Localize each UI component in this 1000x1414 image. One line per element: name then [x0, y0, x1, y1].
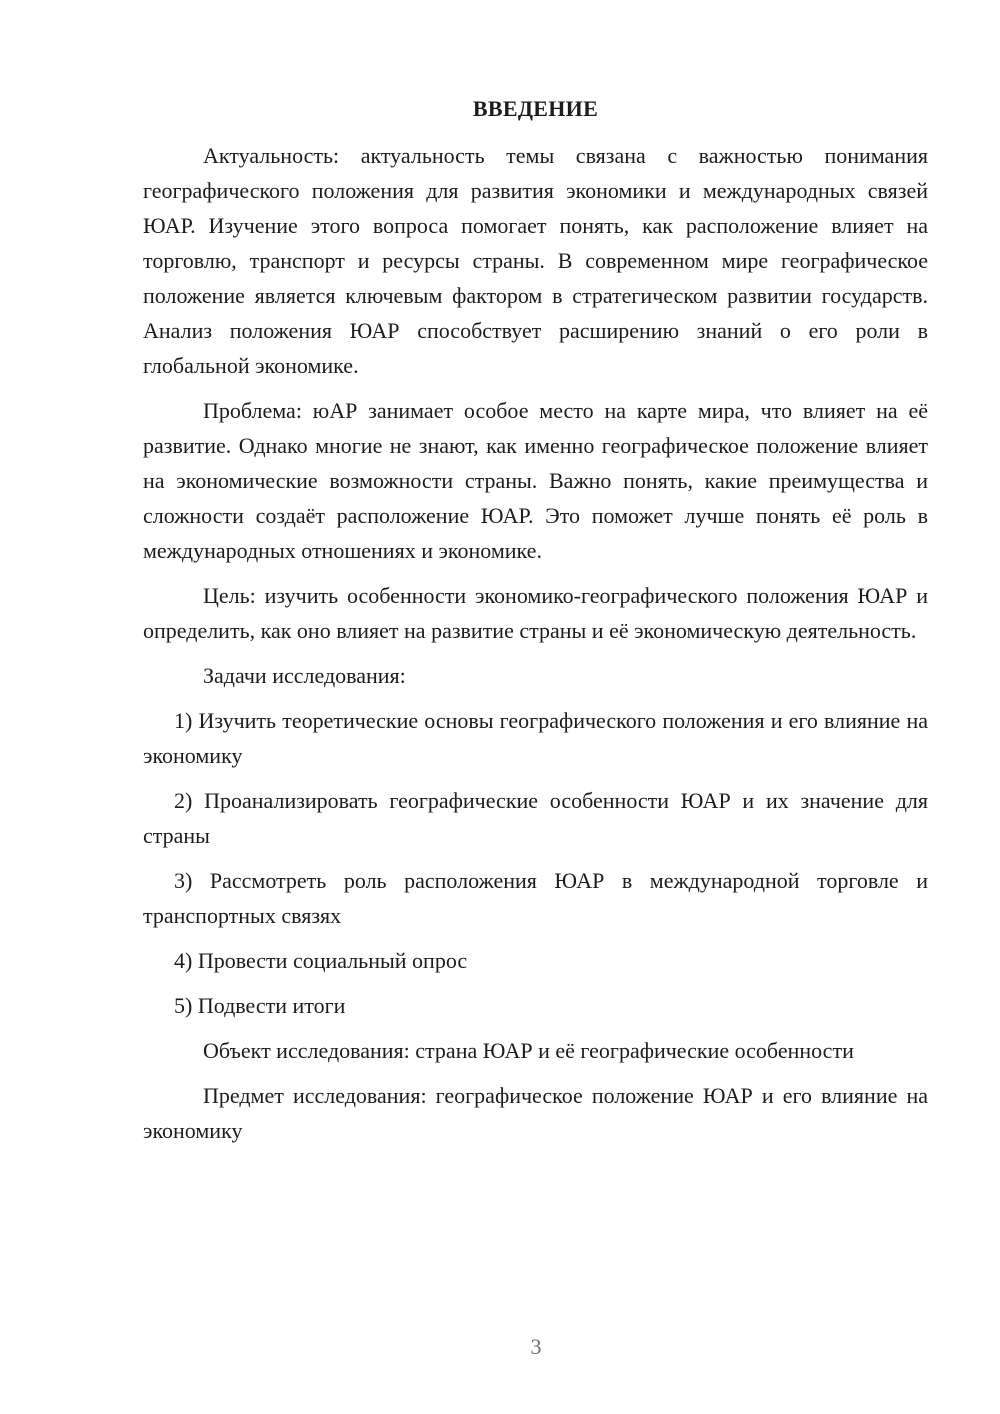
tasks-list	[143, 703, 928, 1023]
list-item: 5) Подвести итоги	[174, 993, 346, 1018]
tasks-title: Задачи исследования:	[203, 663, 406, 688]
paragraph-relevance: Актуальность: актуальность темы связана с важностью понимания географического положения для развития экономики и международных связей ЮАР. Изучение этого вопроса помогает понять, как расположение влияет на торговлю, транспорт и ресурсы страны. В современном мире географическое положение является ключевым фактором в стратегическом развитии государств. Анализ положения ЮАР способствует расширению знаний о его роли в глобальной экономике.	[143, 143, 928, 378]
page-number: 3	[530, 1334, 542, 1359]
list-item: 4) Провести социальный опрос	[174, 948, 468, 973]
list-item: 3) Рассмотреть роль расположения ЮАР в международной торговле и транспортных связях	[143, 868, 928, 928]
list-item: 2) Проанализировать географические особенности ЮАР и их значение для страны	[143, 788, 928, 848]
paragraph-subject: Предмет исследования: географическое положение ЮАР и его влияние на экономику	[143, 1083, 928, 1143]
paragraph-problem: Проблема: юАР занимает особое место на карте мира, что влияет на её развитие. Однако многие не знают, как именно географическое положение влияет на экономические возможности страны. Важно понять, какие преимущества и сложности создаёт расположение ЮАР. Это поможет лучше понять её роль в международных отношениях и экономике.	[143, 398, 928, 563]
page-body	[143, 94, 928, 1158]
paragraph-object: Объект исследования: страна ЮАР и её географические особенности	[203, 1038, 854, 1063]
list-item: 1) Изучить теоретические основы географического положения и его влияние на экономику	[143, 708, 928, 768]
paragraph-goal: Цель: изучить особенности экономико-географического положения ЮАР и определить, как оно влияет на развитие страны и её экономическую деятельность.	[143, 583, 928, 643]
section-heading: ВВЕДЕНИЕ	[472, 96, 599, 121]
